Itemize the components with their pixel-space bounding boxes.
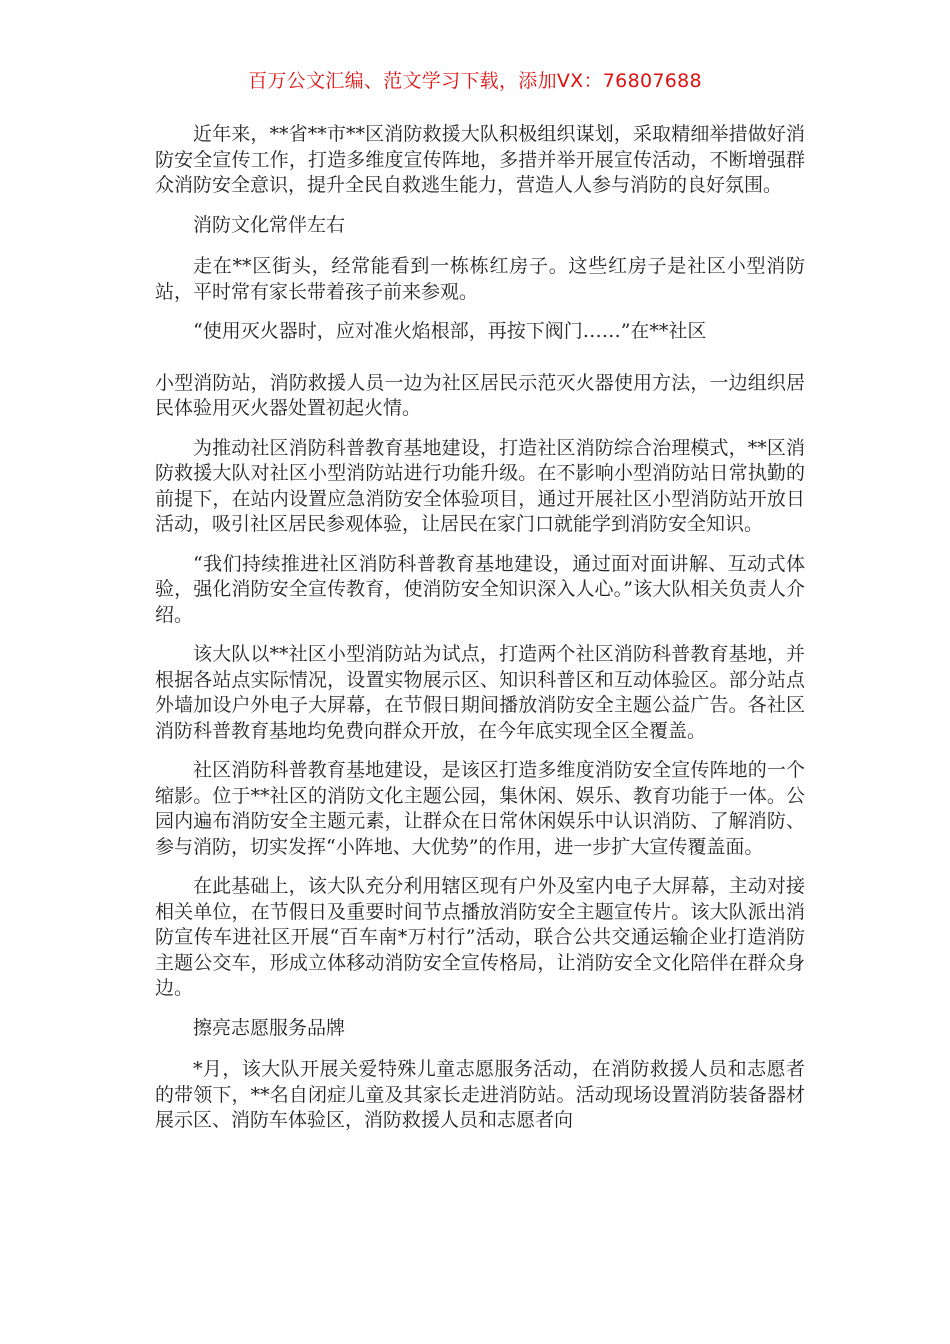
section-heading-culture: 消防文化常伴左右 <box>193 213 346 236</box>
paragraph-pilot: 该大队以**社区小型消防站为试点，打造两个社区消防科普教育基地，并根据各站点实际情况，设置实物展示区、知识科普区和互动体验区。部分站点外墙加设户外电子大屏幕，在节假日期间播放消防安全主题公益广告。各社区消防科普教育基地均免费向群众开放，在今年底实现全区全覆盖。 <box>155 643 805 742</box>
paragraph-demo: 小型消防站，消防救援人员一边为社区居民示范灭火器使用方法，一边组织居民体验用灭火器处置初起火情。 <box>155 371 805 419</box>
paragraph-screens: 在此基础上，该大队充分利用辖区现有户外及室内电子大屏幕，主动对接相关单位，在节假日及重要时间节点播放消防安全主题宣传片。该大队派出消防宣传车进社区开展“百车南*万村行”活动，联合公共交通运输企业打造消防主题公交车，形成立体移动消防安全宣传格局，让消防安全文化陪伴在群众身边。 <box>155 875 805 999</box>
paragraph-park: 社区消防科普教育基地建设，是该区打造多维度消防安全宣传阵地的一个缩影。位于**社区的消防文化主题公园，集休闲、娱乐、教育功能于一体。公园内遍布消防安全主题元素，让群众在日常休闲娱乐中认识消防、了解消防、参与消防，切实发挥“小阵地、大优势”的作用，进一步扩大宣传覆盖面。 <box>155 759 805 858</box>
document-body <box>155 122 805 1148</box>
paragraph-children: *月，该大队开展关爱特殊儿童志愿服务活动，在消防救援人员和志愿者的带领下，**名自闭症儿童及其家长走进消防站。活动现场设置消防装备器材展示区、消防车体验区，消防救援人员和志愿者向 <box>155 1058 805 1131</box>
section-heading-volunteer: 擦亮志愿服务品牌 <box>193 1016 346 1039</box>
paragraph-intro: 近年来，**省**市**区消防救援大队积极组织谋划，采取精细举措做好消防安全宣传工作，打造多维度宣传阵地，多措并举开展宣传活动，不断增强群众消防安全意识，提升全民自救逃生能力，营造人人参与消防的良好氛围。 <box>155 123 805 196</box>
paragraph-upgrade: 为推动社区消防科普教育基地建设，打造社区消防综合治理模式，**区消防救援大队对社区小型消防站进行功能升级。在不影响小型消防站日常执勤的前提下，在站内设置应急消防安全体验项目，通过开展社区小型消防站开放日活动，吸引社区居民参观体验，让居民在家门口就能学到消防安全知识。 <box>155 436 805 535</box>
paragraph-quote-extinguisher: “使用灭火器时，应对准火焰根部，再按下阀门……”在**社区 <box>193 320 707 342</box>
paragraph-red-houses: 走在**区街头，经常能看到一栋栋红房子。这些红房子是社区小型消防站，平时常有家长带着孩子前来参观。 <box>155 255 805 303</box>
paragraph-quote-official: “我们持续推进社区消防科普教育基地建设，通过面对面讲解、互动式体验，强化消防安全宣传教育，使消防安全知识深入人心。”该大队相关负责人介绍。 <box>155 552 805 626</box>
page-header: 百万公文汇编、范文学习下载，添加VX：76807688 <box>248 70 702 92</box>
